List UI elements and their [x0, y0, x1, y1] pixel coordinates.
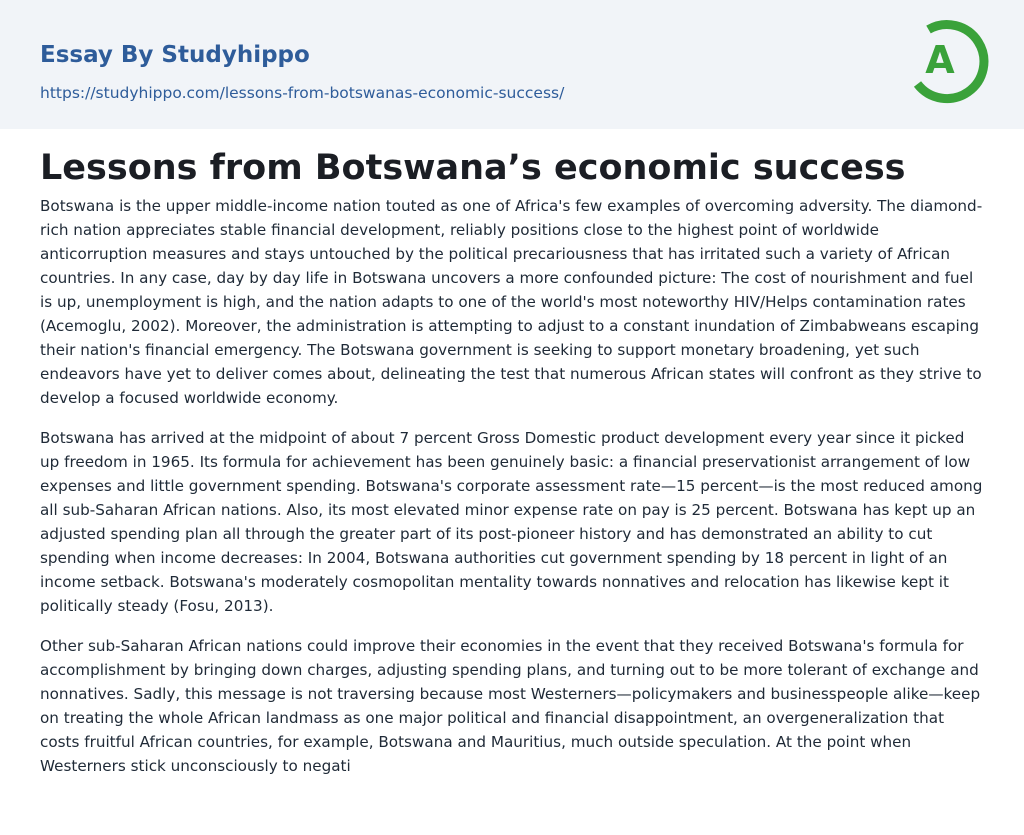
essay-paragraph-1: Botswana is the upper middle-income nation touted as one of Africa's few examples of overcoming adversity. The diamond-rich nation appreciates stable financial development, reliably positions close to the highest point of worldwide anticorruption measures and stays untouched by the political precariousness that has irritated such a variety of African countries. In any case, day by day life in Botswana uncovers a more confounded picture: The cost of nourishment and fuel is up, unemployment is high, and the nation adapts to one of the world's most noteworthy HIV/Helps contamination rates (Acemoglu, 2002). Moreover, the administration is attempting to adjust to a constant inundation of Zimbabweans escaping their nation's financial emergency. The Botswana government is seeking to support monetary broadening, yet such endeavors have yet to deliver comes about, delineating the test that numerous African states will confront as they strive to develop a focused worldwide economy.	[40, 197, 983, 407]
essay-article	[40, 145, 985, 794]
essay-paragraph-2: Botswana has arrived at the midpoint of about 7 percent Gross Domestic product development every year since it picked up freedom in 1965. Its formula for achievement has been genuinely basic: a financial preservationist arrangement of low expenses and little government spending. Botswana's corporate assessment rate—15 percent—is the most reduced among all sub-Saharan African nations. Also, its most elevated minor expense rate on pay is 25 percent. Botswana has kept up an adjusted spending plan all through the greater part of its post-pioneer history and has demonstrated an ability to cut spending when income decreases: In 2004, Botswana authorities cut government spending by 18 percent in light of an income setback. Botswana's moderately cosmopolitan mentality towards nonnatives and relocation has likewise kept it politically steady (Fosu, 2013).	[40, 429, 983, 615]
logo-letter: A	[925, 38, 955, 82]
source-url-link[interactable]: https://studyhippo.com/lessons-from-botswanas-economic-success/	[40, 84, 565, 102]
site-header	[0, 0, 1024, 129]
brand-title[interactable]: Essay By Studyhippo	[40, 42, 310, 68]
essay-paragraph-3: Other sub-Saharan African nations could improve their economies in the event that they received Botswana's formula for accomplishment by bringing down charges, adjusting spending plans, and turning out to be more tolerant of exchange and nonnatives. Sadly, this message is not traversing because most Westerners—policymakers and businesspeople alike—keep on treating the whole African landmass as one major political and financial disappointment, an overgeneralization that costs fruitful African countries, for example, Botswana and Mauritius, much outside speculation. At the point when Westerners stick unconsciously to negati	[40, 637, 981, 775]
essay-title: Lessons from Botswana’s economic success	[40, 148, 906, 188]
studyhippo-logo-icon[interactable]	[906, 18, 992, 104]
